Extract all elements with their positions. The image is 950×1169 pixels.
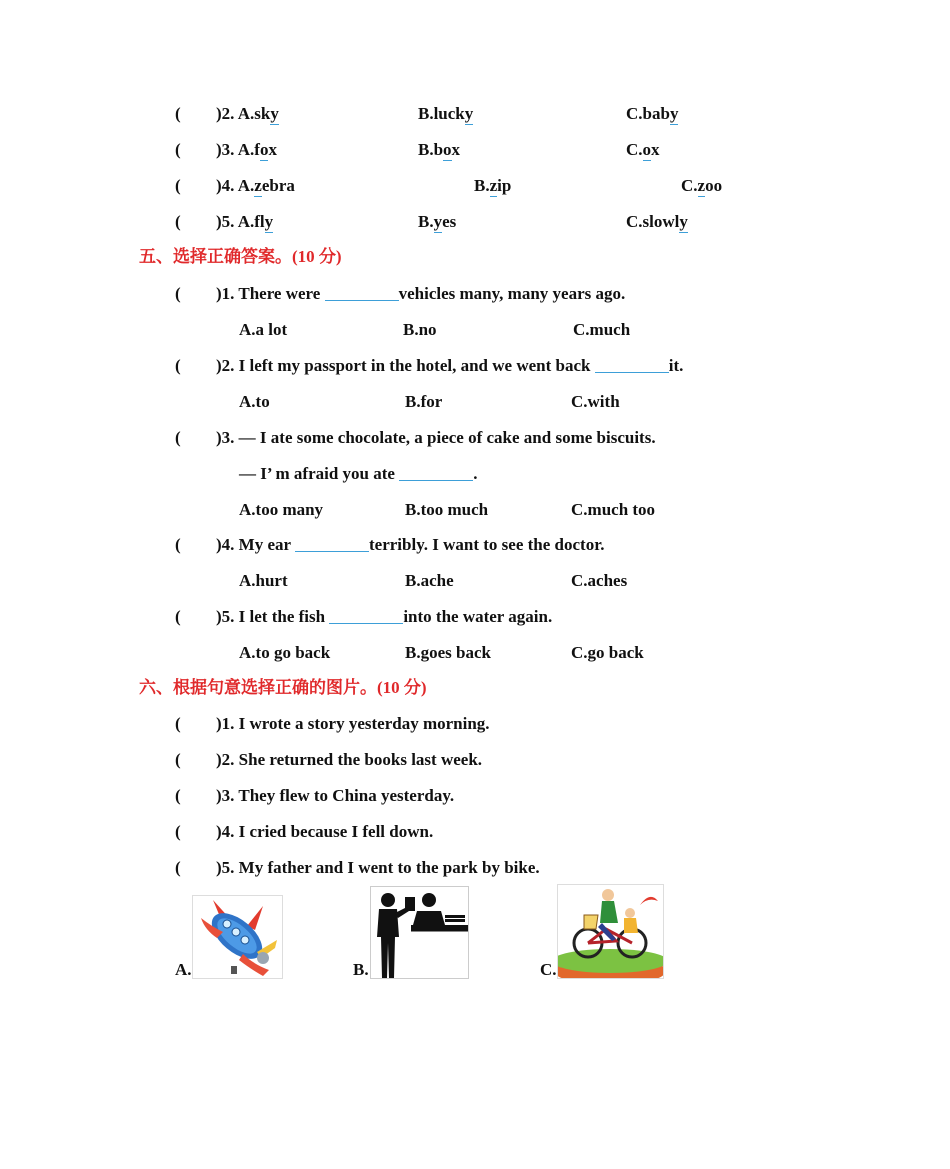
answer-blank xyxy=(325,284,399,301)
mc-question-3-reply: — I’ m afraid you ate . xyxy=(239,464,478,483)
option-b: B.zip xyxy=(474,176,512,195)
picture-label-b: B. xyxy=(353,960,369,979)
option-c: C.much xyxy=(573,320,631,339)
option-a: A.hurt xyxy=(239,571,288,590)
paren: ( xyxy=(175,822,181,841)
paren: ( xyxy=(175,284,181,303)
option-c: C.ox xyxy=(626,140,660,159)
question-number: )4. xyxy=(216,176,235,195)
paren: ( xyxy=(175,140,181,159)
paren: ( xyxy=(175,356,181,375)
picture-question-3: )3. They flew to China yesterday. xyxy=(216,786,455,805)
mc-question-2: )2. I left my passport in the hotel, and we went back it. xyxy=(216,356,684,375)
option-c: C.baby xyxy=(626,104,679,123)
option-a: A.to xyxy=(239,392,270,411)
option-c: C.slowly xyxy=(626,212,688,231)
option-b: B.box xyxy=(418,140,461,159)
picture-question-5: )5. My father and I went to the park by bike. xyxy=(216,858,540,877)
picture-question-1: )1. I wrote a story yesterday morning. xyxy=(216,714,490,733)
section5-title: 五、选择正确答案。(10 分) xyxy=(139,247,342,266)
option-a: A.fly xyxy=(237,212,274,231)
option-c: C.much too xyxy=(571,500,656,519)
paren: ( xyxy=(175,428,181,447)
option-b: B.ache xyxy=(405,571,454,590)
mc-question-1: )1. There were vehicles many, many years ago. xyxy=(216,284,626,303)
question-number: )2. xyxy=(216,104,235,123)
mc-question-5: )5. I let the fish into the water again. xyxy=(216,607,553,626)
answer-blank xyxy=(595,356,669,373)
option-a: A.to go back xyxy=(239,643,331,662)
option-c: C.go back xyxy=(571,643,644,662)
paren: ( xyxy=(175,176,181,195)
mc-question-4: )4. My ear terribly. I want to see the doctor. xyxy=(216,535,605,554)
option-b: B.no xyxy=(403,320,437,339)
answer-blank xyxy=(399,464,473,481)
paren: ( xyxy=(175,535,181,554)
option-c: C.zoo xyxy=(681,176,723,195)
option-b: B.lucky xyxy=(418,104,474,123)
option-b: B.too much xyxy=(405,500,489,519)
paren: ( xyxy=(175,607,181,626)
picture-label-c: C. xyxy=(540,960,557,979)
paren: ( xyxy=(175,750,181,769)
option-c: C.with xyxy=(571,392,620,411)
option-b: B.goes back xyxy=(405,643,491,662)
paren: ( xyxy=(175,714,181,733)
picture-question-2: )2. She returned the books last week. xyxy=(216,750,483,769)
question-number: )3. xyxy=(216,140,235,159)
option-c: C.aches xyxy=(571,571,628,590)
paren: ( xyxy=(175,104,181,123)
option-a: A.sky xyxy=(237,104,279,123)
option-b: B.for xyxy=(405,392,443,411)
option-a: A.zebra xyxy=(237,176,295,195)
airplane-icon xyxy=(192,895,283,979)
librarian-desk-icon xyxy=(370,886,469,979)
paren: ( xyxy=(175,212,181,231)
picture-label-a: A. xyxy=(175,960,192,979)
option-a: A.fox xyxy=(237,140,277,159)
picture-question-4: )4. I cried because I fell down. xyxy=(216,822,434,841)
family-bike-icon xyxy=(557,884,664,979)
mc-question-3: )3. — I ate some chocolate, a piece of cake and some biscuits. xyxy=(216,428,656,447)
option-a: A.too many xyxy=(239,500,324,519)
option-b: B.yes xyxy=(418,212,457,231)
option-a: A.a lot xyxy=(239,320,288,339)
paren: ( xyxy=(175,786,181,805)
section6-title: 六、根据句意选择正确的图片。(10 分) xyxy=(139,678,427,697)
paren: ( xyxy=(175,858,181,877)
answer-blank xyxy=(329,607,403,624)
question-number: )5. xyxy=(216,212,235,231)
answer-blank xyxy=(295,535,369,552)
